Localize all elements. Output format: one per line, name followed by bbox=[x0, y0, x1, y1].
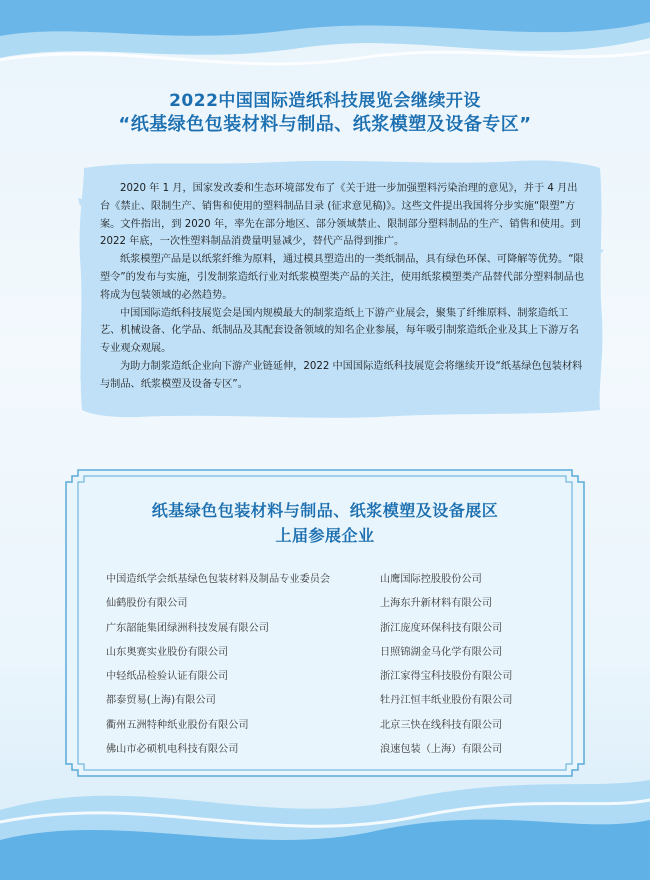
list-item: 衢州五洲特种纸业股份有限公司 bbox=[106, 719, 249, 731]
list-item: 日照锦湖金马化学有限公司 bbox=[380, 646, 503, 658]
intro-text bbox=[100, 180, 586, 394]
list-item: 山鹰国际控股股份公司 bbox=[380, 574, 482, 585]
intro-paragraph-2: 纸浆模塑产品是以纸浆纤维为原料，通过模具塑造出的一类纸制品，具有绿色环保、可降解等优势。“限塑令”的发布与实施，引发制浆造纸行业对纸浆模塑类产品的关注，使用纸浆模塑类产品替代部分塑料制品也将成为包装领域的必然趋势。 bbox=[100, 254, 585, 301]
intro-paragraph-3: 中国国际造纸科技展览会是国内规模最大的制浆造纸上下游产业展会，聚集了纤维原料、制浆造纸工艺、机械设备、化学品、纸制品及其配套设备领域的知名企业参展，每年吸引制浆造纸企业及其上下游万名专业观众观展。 bbox=[100, 307, 579, 355]
exhibitor-list-left bbox=[106, 568, 376, 762]
list-item: 中国造纸学会纸基绿色包装材料及制品专业委员会 bbox=[106, 574, 331, 585]
page-title-line2: “纸基绿色包装材料与制品、纸浆模塑及设备专区” bbox=[118, 114, 532, 135]
list-item: 山东奥赛实业股份有限公司 bbox=[106, 646, 229, 658]
exhibitor-frame bbox=[64, 468, 586, 778]
list-item: 浙江家得宝科技股份有限公司 bbox=[380, 671, 513, 683]
list-item: 广东韶能集团绿洲科技发展有限公司 bbox=[106, 622, 269, 634]
page-title-line1: 2022中国国际造纸科技展览会继续开设 bbox=[169, 91, 481, 111]
list-item: 浙江庞度环保科技有限公司 bbox=[380, 622, 503, 634]
list-item: 仙鹤股份有限公司 bbox=[106, 598, 188, 610]
intro-section bbox=[78, 158, 604, 420]
list-item: 都泰贸易(上海)有限公司 bbox=[106, 695, 216, 707]
intro-paragraph-1: 2020 年 1 月，国家发改委和生态环境部发布了《关于进一步加强塑料污染治理的意见》，并于 4 月出台《禁止、限制生产、销售和使用的塑料制品目录 (征求意见稿)》。这些文件提出我国将分步实施“限塑”方案。文件指出，到 2020 年，率先在部分地区、部分领域禁止、限制部分塑料制品的生产、销售和使用。到 2022 年底，一次性塑料制品消费量明显减少，替代产品得到推广。 bbox=[100, 183, 581, 248]
list-item: 浪速包装（上海）有限公司 bbox=[380, 744, 503, 756]
list-item: 北京三快在线科技有限公司 bbox=[380, 719, 503, 731]
list-item: 中轻纸品检验认证有限公司 bbox=[106, 671, 229, 683]
exhibitor-title-line2: 上届参展企业 bbox=[275, 526, 375, 545]
list-item: 佛山市必硕机电科技有限公司 bbox=[106, 744, 239, 756]
list-item: 上海东升新材料有限公司 bbox=[380, 598, 493, 610]
intro-paragraph-4: 为助力制浆造纸企业向下游产业链延伸，2022 中国国际造纸科技展览会将继续开设“纸基绿色包装材料与制品、纸浆模塑及设备专区”。 bbox=[100, 360, 583, 390]
exhibitor-title-line1: 纸基绿色包装材料与制品、纸浆模塑及设备展区 bbox=[151, 501, 499, 520]
exhibitor-list-right bbox=[380, 568, 580, 762]
list-item: 牡丹江恒丰纸业股份有限公司 bbox=[380, 695, 513, 707]
